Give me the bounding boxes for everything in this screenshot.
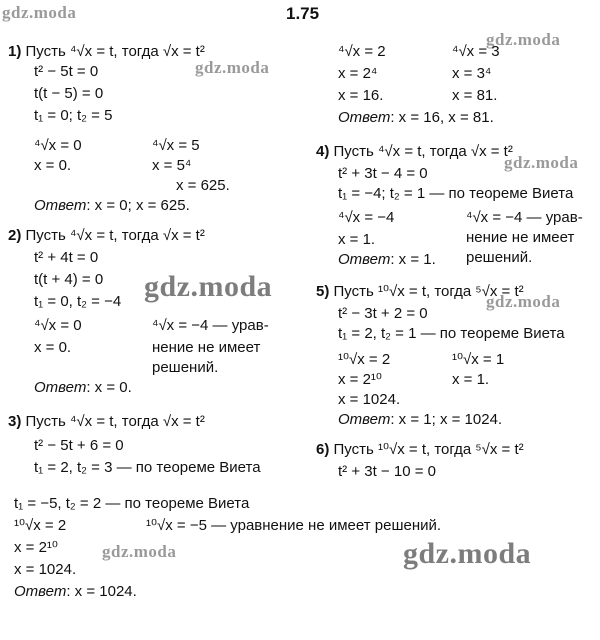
solution-line: t₁ = 0; t₂ = 5 (34, 107, 113, 124)
solution-line: t² + 4t = 0 (34, 249, 99, 266)
solution-line: t₁ = 2, t₂ = 1 — по теореме Виета (338, 325, 565, 342)
solution-line: t² + 3t − 10 = 0 (338, 463, 436, 480)
solution-line: t(t − 5) = 0 (34, 85, 104, 102)
solution-line: x = 81. (452, 87, 498, 104)
solution-line: t₁ = −5, t₂ = 2 — по теореме Виета (14, 495, 250, 512)
answer-line: Ответ: x = 16, x = 81. (338, 109, 494, 126)
solution-line: ⁴√x = 0 (34, 317, 82, 334)
solution-line: ⁴√x = −4 — урав- (152, 317, 269, 334)
solution-line: ¹⁰√x = 2 (338, 351, 391, 368)
page-title: 1.75 (286, 4, 320, 23)
solution-line: x = 1024. (338, 391, 401, 408)
solution-line: t² + 3t − 4 = 0 (338, 165, 428, 182)
solution-line: x = 0. (34, 157, 72, 174)
solution-line: ¹⁰√x = 1 (452, 351, 505, 368)
watermark: gdz.moda (486, 30, 561, 49)
answer-line: Ответ: x = 0. (34, 379, 132, 396)
solution-line: 3) Пусть ⁴√x = t, тогда √x = t² (8, 413, 205, 430)
solution-line: t(t + 4) = 0 (34, 271, 104, 288)
watermark: gdz.moda (195, 58, 270, 77)
solution-line: 4) Пусть ⁴√x = t, тогда √x = t² (316, 143, 513, 160)
watermark: gdz.moda (102, 542, 177, 561)
solution-line: 5) Пусть ¹⁰√x = t, тогда ⁵√x = t² (316, 283, 524, 300)
solution-line: нение не имеет (466, 229, 575, 246)
solution-line: решений. (152, 359, 219, 376)
solution-line: x = 2¹⁰ (338, 371, 382, 388)
watermark: gdz.moda (504, 153, 579, 172)
solution-line: x = 625. (176, 177, 230, 194)
solution-line: решений. (466, 249, 533, 266)
solution-line: 2) Пусть ⁴√x = t, тогда √x = t² (8, 227, 205, 244)
answer-line: Ответ: x = 0; x = 625. (34, 197, 190, 214)
watermark: gdz.moda (403, 537, 532, 570)
answer-line: Ответ: x = 1024. (14, 583, 137, 600)
solution-line: x = 2¹⁰ (14, 539, 58, 556)
solution-line: ⁴√x = 3 (452, 43, 500, 60)
solution-line: ⁴√x = −4 (338, 209, 395, 226)
solution-line: t² − 5t = 0 (34, 63, 99, 80)
solution-line: x = 1024. (14, 561, 77, 578)
solution-line: x = 2⁴ (338, 65, 378, 82)
watermark: gdz.moda (2, 3, 77, 22)
solution-line: x = 1. (452, 371, 490, 388)
solution-line: ⁴√x = 2 (338, 43, 386, 60)
solution-line: x = 3⁴ (452, 65, 492, 82)
solution-line: ⁴√x = −4 — урав- (466, 209, 583, 226)
answer-line: Ответ: x = 1; x = 1024. (338, 411, 503, 428)
watermark: gdz.moda (486, 292, 561, 311)
solution-line: ⁴√x = 0 (34, 137, 82, 154)
solution-line: x = 1. (338, 231, 376, 248)
solution-line: 6) Пусть ¹⁰√x = t, тогда ⁵√x = t² (316, 441, 524, 458)
solution-line: t² − 3t + 2 = 0 (338, 305, 428, 322)
solution-line: ¹⁰√x = −5 — уравнение не имеет решений. (146, 517, 442, 534)
solution-line: t₁ = 2, t₂ = 3 — по теореме Виета (34, 459, 261, 476)
solution-line: x = 0. (34, 339, 72, 356)
solution-line: x = 5⁴ (152, 157, 192, 174)
solution-line: ¹⁰√x = 2 (14, 517, 67, 534)
watermark: gdz.moda (144, 270, 273, 303)
solution-line: t₁ = 0, t₂ = −4 (34, 293, 122, 310)
answer-line: Ответ: x = 1. (338, 251, 436, 268)
solution-line: нение не имеет (152, 339, 261, 356)
solution-line: t² − 5t + 6 = 0 (34, 437, 124, 454)
solution-line: ⁴√x = 5 (152, 137, 200, 154)
solution-line: 1) Пусть ⁴√x = t, тогда √x = t² (8, 43, 205, 60)
solution-line: x = 16. (338, 87, 384, 104)
solution-line: t₁ = −4; t₂ = 1 — по теореме Виета (338, 185, 574, 202)
